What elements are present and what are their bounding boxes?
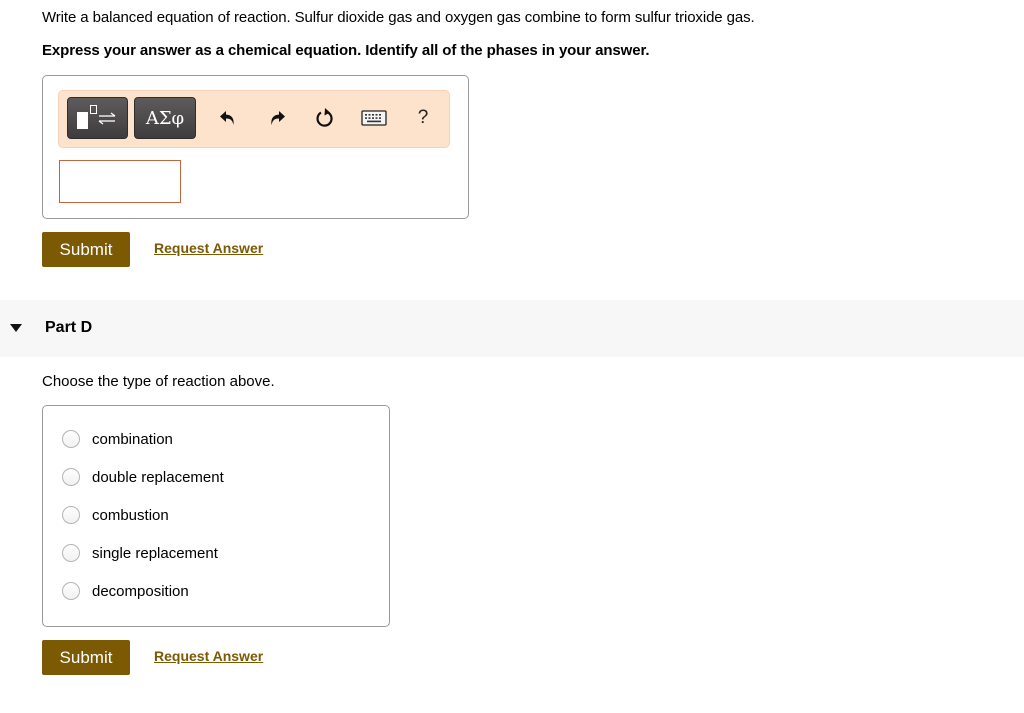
request-answer-link-part-d[interactable]: Request Answer bbox=[154, 648, 264, 664]
choice-label: decomposition bbox=[92, 582, 189, 600]
reset-icon bbox=[314, 107, 336, 129]
undo-button[interactable] bbox=[215, 105, 241, 131]
redo-button[interactable] bbox=[264, 105, 290, 131]
choice-label: single replacement bbox=[92, 544, 218, 562]
choice-combustion[interactable] bbox=[62, 504, 169, 526]
math-toolbar bbox=[58, 90, 450, 148]
part-title: Part D bbox=[45, 319, 93, 336]
submit-button-part-d[interactable]: Submit bbox=[42, 640, 130, 675]
undo-icon bbox=[218, 108, 238, 128]
reset-button[interactable] bbox=[312, 105, 338, 131]
request-answer-link-part-c[interactable]: Request Answer bbox=[154, 240, 264, 256]
choice-label: combustion bbox=[92, 506, 169, 524]
answer-editor bbox=[42, 75, 469, 219]
radio-button[interactable] bbox=[62, 506, 80, 524]
part-d-header[interactable] bbox=[0, 300, 1024, 357]
chemical-equation-input[interactable] bbox=[59, 160, 181, 203]
choice-single-replacement[interactable] bbox=[62, 542, 218, 564]
collapse-caret-icon[interactable] bbox=[10, 324, 22, 332]
greek-symbols-button[interactable]: ΑΣφ bbox=[134, 97, 196, 139]
submit-button-part-c[interactable]: Submit bbox=[42, 232, 130, 267]
choice-combination[interactable] bbox=[62, 428, 173, 450]
redo-icon bbox=[267, 108, 287, 128]
radio-button[interactable] bbox=[62, 544, 80, 562]
template-arrows-icon bbox=[73, 103, 123, 133]
keyboard-icon bbox=[361, 110, 387, 126]
keyboard-button[interactable] bbox=[361, 105, 387, 131]
question-text: Write a balanced equation of reaction. Sulfur dioxide gas and oxygen gas combine to form sulfur trioxide gas. bbox=[42, 9, 755, 26]
choice-label: double replacement bbox=[92, 468, 224, 486]
radio-button[interactable] bbox=[62, 468, 80, 486]
part-d-prompt: Choose the type of reaction above. bbox=[42, 373, 275, 390]
choice-label: combination bbox=[92, 430, 173, 448]
reaction-type-choices bbox=[42, 405, 390, 627]
radio-button[interactable] bbox=[62, 582, 80, 600]
answer-instruction: Express your answer as a chemical equation. Identify all of the phases in your answer. bbox=[42, 42, 650, 59]
choice-decomposition[interactable] bbox=[62, 580, 189, 602]
choice-double-replacement[interactable] bbox=[62, 466, 224, 488]
help-button[interactable]: ? bbox=[417, 107, 429, 128]
radio-button[interactable] bbox=[62, 430, 80, 448]
templates-button[interactable] bbox=[67, 97, 128, 139]
